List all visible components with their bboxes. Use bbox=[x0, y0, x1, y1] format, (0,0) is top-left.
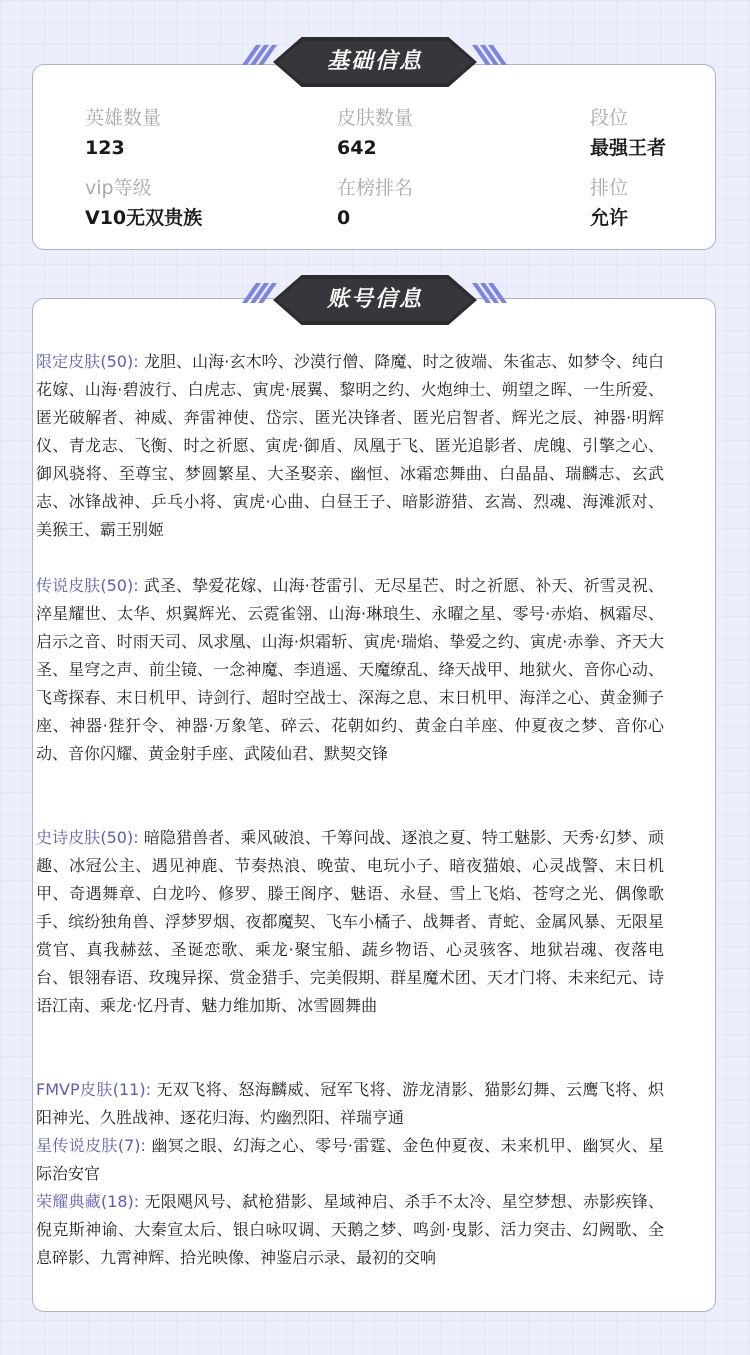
star-legend-skins-list: 幽冥之眼、幻海之心、零号·雷霆、金色仲夏夜、未来机甲、幽冥火、星际治安官 bbox=[36, 1136, 664, 1183]
rank-tier-value: 最强王者 bbox=[590, 137, 667, 159]
star-legend-skins-section bbox=[36, 1132, 664, 1188]
limited-skins-section bbox=[36, 348, 664, 544]
info-skin-count bbox=[337, 105, 557, 161]
basic-info-card bbox=[32, 64, 716, 250]
epic-skins-section bbox=[36, 824, 664, 1020]
fmvp-skins-list: 无双飞将、怒海麟威、冠军飞将、游龙清影、猫影幻舞、云鹰飞将、炽阳神光、久胜战神、逐花归海、灼幽烈阳、祥瑞亨通 bbox=[36, 1080, 664, 1127]
skin-count-label: 皮肤数量 bbox=[337, 107, 414, 129]
glory-collection-list: 无限飓风号、弑枪猎影、星域神启、杀手不太冷、星空梦想、赤影疾锋、倪克斯神谕、大秦宣太后、银白咏叹调、天鹅之梦、鸣剑·曳影、活力突击、幻阙歌、全息碎影、九霄神辉、拾光映像、神鉴启示录、最初的交响 bbox=[36, 1192, 664, 1267]
banner-stripes-right-icon bbox=[477, 283, 507, 313]
vip-level-label: vip等级 bbox=[85, 177, 152, 199]
info-vip-level bbox=[85, 175, 305, 231]
ranked-label: 排位 bbox=[590, 177, 629, 199]
account-info-banner bbox=[255, 275, 495, 325]
fmvp-skins-section bbox=[36, 1076, 664, 1132]
hero-count-value: 123 bbox=[85, 137, 125, 159]
info-ranked bbox=[590, 175, 740, 231]
hero-count-label: 英雄数量 bbox=[85, 107, 162, 129]
epic-skins-label: 史诗皮肤(50): bbox=[36, 828, 139, 847]
basic-info-title: 基础信息 bbox=[326, 49, 423, 74]
glory-collection-label: 荣耀典藏(18): bbox=[36, 1192, 140, 1211]
limited-skins-list: 龙胆、山海·玄木吟、沙漠行僧、降魔、时之彼端、朱雀志、如梦令、纯白花嫁、山海·碧波行、白虎志、寅虎·展翼、黎明之约、火炮绅士、朔望之晖、一生所爱、匿光破解者、神威、奔雷神使、岱宗、匿光决锋者、匿光启智者、辉光之辰、神器·明辉仪、青龙志、飞衡、时之祈愿、寅虎·御盾、凤凰于飞、匿光追影者、虎魄、引擎之心、御风骁将、至尊宝、梦圆繁星、大圣娶亲、幽恒、冰霜恋舞曲、白晶晶、瑞麟志、玄武志、冰锋战神、乒乓小将、寅虎·心曲、白昼王子、暗影游猎、玄嵩、烈魂、海滩派对、美猴王、霸王别姬 bbox=[36, 352, 664, 539]
vip-level-value: V10无双贵族 bbox=[85, 207, 203, 229]
legend-skins-section bbox=[36, 572, 664, 768]
rank-tier-label: 段位 bbox=[590, 107, 629, 129]
leaderboard-value: 0 bbox=[337, 207, 351, 229]
glory-collection-section bbox=[36, 1188, 664, 1272]
leaderboard-label: 在榜排名 bbox=[337, 177, 414, 199]
ranked-value: 允许 bbox=[590, 207, 629, 229]
star-legend-skins-label: 星传说皮肤(7): bbox=[36, 1136, 146, 1155]
fmvp-skins-label: FMVP皮肤(11): bbox=[36, 1080, 151, 1099]
legend-skins-list: 武圣、挚爱花嫁、山海·苍雷引、无尽星芒、时之祈愿、补天、祈雪灵祝、淬星耀世、太华、炽翼辉光、云霓雀翎、山海·琳琅生、永曜之星、零号·赤焰、枫霜尽、启示之音、时雨天司、凤求凰、山海·炽霜斩、寅虎·瑞焰、挚爱之约、寅虎·赤拳、齐天大圣、星穹之声、前尘镜、一念神魔、李逍遥、天魔缭乱、绛天战甲、地狱火、音你心动、飞鸢探春、末日机甲、诗剑行、超时空战士、深海之息、末日机甲、海洋之心、黄金狮子座、神器·狴犴令、神器·万象笔、碎云、花朝如约、黄金白羊座、仲夏夜之梦、音你心动、音你闪耀、黄金射手座、武陵仙君、默契交锋 bbox=[36, 576, 664, 763]
skin-count-value: 642 bbox=[337, 137, 377, 159]
info-hero-count bbox=[85, 105, 305, 161]
limited-skins-label: 限定皮肤(50): bbox=[36, 352, 139, 371]
banner-stripes-right-icon bbox=[477, 45, 507, 75]
info-rank-tier bbox=[590, 105, 740, 161]
legend-skins-label: 传说皮肤(50): bbox=[36, 576, 139, 595]
basic-info-banner bbox=[255, 37, 495, 87]
info-leaderboard bbox=[337, 175, 557, 231]
account-info-title: 账号信息 bbox=[326, 287, 423, 312]
epic-skins-list: 暗隐猎兽者、乘风破浪、千筹问战、逐浪之夏、特工魅影、天秀·幻梦、顽趣、冰冠公主、遇见神鹿、节奏热浪、晚萤、电玩小子、暗夜猫娘、心灵战警、末日机甲、奇遇舞章、白龙吟、修罗、滕王阁序、魅语、永昼、雪上飞焰、苍穹之光、偶像歌手、缤纷独角兽、浮梦罗烟、夜都魔契、飞车小橘子、战舞者、青蛇、金属风暴、无限星赏官、真我赫兹、圣诞恋歌、乘龙·聚宝船、蔬乡物语、心灵骇客、地狱岩魂、夜落电台、银翎春语、玫瑰异探、赏金猎手、完美假期、群星魔术团、天才门将、未来纪元、诗语江南、乘龙·忆丹青、魅力维加斯、冰雪圆舞曲 bbox=[36, 828, 664, 1015]
